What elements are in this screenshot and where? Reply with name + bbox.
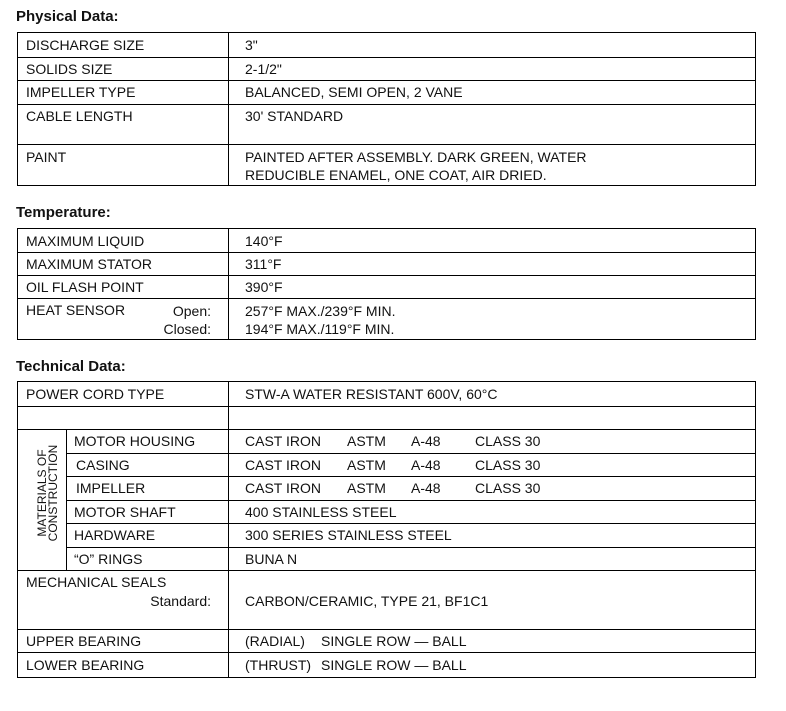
row-label: IMPELLER TYPE [26, 84, 136, 100]
row-value: 390°F [245, 279, 283, 295]
material-label: MOTOR HOUSING [74, 433, 196, 449]
material-value: 300 SERIES STAINLESS STEEL [245, 527, 452, 543]
row-label: LOWER BEARING [26, 657, 145, 673]
row-divider [18, 104, 755, 105]
row-divider [66, 500, 755, 501]
row-divider [18, 298, 755, 299]
row-divider [18, 570, 755, 571]
heat-sensor-open-label: Open: [172, 303, 211, 319]
material-class: CLASS 30 [475, 457, 541, 473]
row-value: 2-1/2" [245, 61, 282, 77]
row-divider [66, 547, 755, 548]
row-divider [18, 429, 755, 430]
temperature-table [17, 228, 756, 340]
seals-standard-label: Standard: [150, 593, 211, 609]
row-divider [18, 80, 755, 81]
row-value: 257°F MAX./239°F MIN. [245, 303, 396, 319]
row-label: DISCHARGE SIZE [26, 37, 145, 53]
column-divider [228, 382, 229, 677]
material-class: CLASS 30 [475, 480, 541, 496]
material-label: CASING [76, 457, 130, 473]
row-divider [18, 275, 755, 276]
row-label: OIL FLASH POINT [26, 279, 144, 295]
row-divider [66, 476, 755, 477]
physical-data-title: Physical Data: [16, 8, 119, 25]
row-divider [18, 652, 755, 653]
row-label: POWER CORD TYPE [26, 386, 165, 402]
row-value-line2: REDUCIBLE ENAMEL, ONE COAT, AIR DRIED. [245, 167, 547, 183]
technical-data-title: Technical Data: [16, 358, 126, 375]
material-label: IMPELLER [76, 480, 146, 496]
row-label: MECHANICAL SEALS [26, 574, 167, 590]
row-divider [18, 252, 755, 253]
row-label: HEAT SENSOR [26, 302, 126, 318]
material-grade: A-48 [411, 457, 441, 473]
material-value: CAST IRON [245, 457, 321, 473]
column-divider [228, 33, 229, 185]
row-label: PAINT [26, 149, 67, 165]
material-value: BUNA N [245, 551, 298, 567]
row-label: MAXIMUM STATOR [26, 256, 152, 272]
row-value: 30' STANDARD [245, 108, 344, 124]
row-value: (RADIAL) [245, 633, 305, 649]
row-divider [18, 57, 755, 58]
materials-of-construction-label [18, 429, 66, 570]
column-divider [228, 229, 229, 339]
temperature-title: Temperature: [16, 204, 111, 221]
materials-label-line2: CONSTRUCTION [46, 444, 60, 542]
row-value-detail: SINGLE ROW — BALL [321, 633, 467, 649]
row-divider [66, 523, 755, 524]
material-astm: ASTM [347, 480, 386, 496]
material-label: MOTOR SHAFT [74, 504, 176, 520]
material-value: 400 STAINLESS STEEL [245, 504, 397, 520]
material-astm: ASTM [347, 457, 386, 473]
row-label: SOLIDS SIZE [26, 61, 113, 77]
row-value-detail: SINGLE ROW — BALL [321, 657, 467, 673]
row-label: CABLE LENGTH [26, 108, 133, 124]
row-value: BALANCED, SEMI OPEN, 2 VANE [245, 84, 463, 100]
row-label: UPPER BEARING [26, 633, 142, 649]
row-divider [66, 453, 755, 454]
row-value-line2: 194°F MAX./119°F MIN. [245, 321, 395, 337]
row-value: CARBON/CERAMIC, TYPE 21, BF1C1 [245, 593, 489, 609]
row-label: MAXIMUM LIQUID [26, 233, 145, 249]
row-value: 3" [245, 37, 258, 53]
material-astm: ASTM [347, 433, 386, 449]
row-value: (THRUST) [245, 657, 312, 673]
material-value: CAST IRON [245, 433, 321, 449]
row-divider [18, 406, 755, 407]
row-value: 140°F [245, 233, 283, 249]
row-divider [18, 629, 755, 630]
material-grade: A-48 [411, 433, 441, 449]
material-label: “O” RINGS [74, 551, 143, 567]
material-class: CLASS 30 [475, 433, 541, 449]
materials-label-line1: MATERIALS OF [35, 449, 49, 537]
heat-sensor-closed-label: Closed: [163, 321, 211, 337]
row-value: 311°F [245, 256, 282, 272]
material-label: HARDWARE [74, 527, 156, 543]
row-value: STW-A WATER RESISTANT 600V, 60°C [245, 386, 498, 402]
material-value: CAST IRON [245, 480, 321, 496]
technical-data-table [17, 381, 756, 678]
row-divider [18, 144, 755, 145]
material-grade: A-48 [411, 480, 441, 496]
physical-data-table [17, 32, 756, 186]
row-value: PAINTED AFTER ASSEMBLY. DARK GREEN, WATER [245, 149, 587, 165]
